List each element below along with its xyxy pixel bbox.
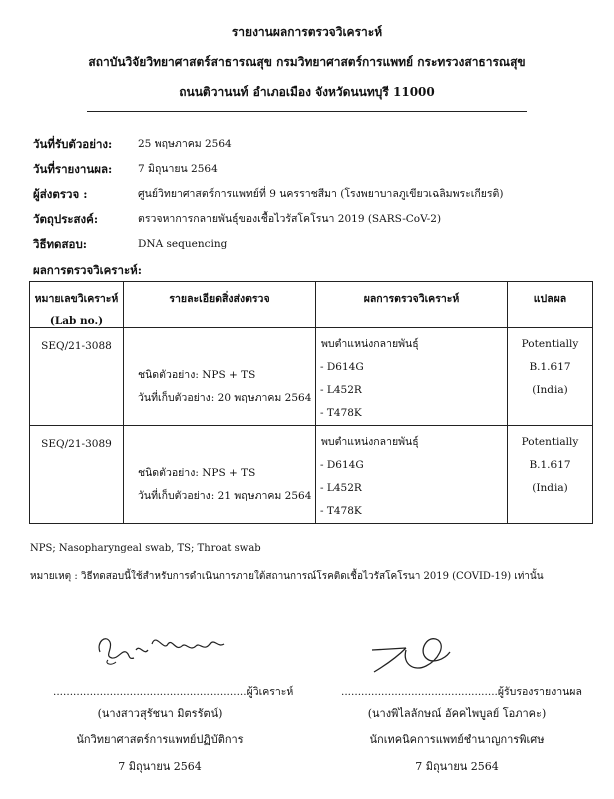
approver-signature (366, 630, 456, 676)
lab-no: SEQ/21-3088 (41, 340, 112, 352)
mutation-item: - T478K (320, 407, 362, 419)
report-date-label: วันที่รายงานผล: (33, 162, 113, 176)
collect-date: วันที่เก็บตัวอย่าง: 21 พฤษภาคม 2564 (138, 490, 312, 502)
result-cell (316, 426, 508, 524)
mutation-found-label: พบตำแหน่งกลายพันธุ์ (321, 338, 419, 350)
results-table (29, 281, 593, 524)
lab-no: SEQ/21-3089 (41, 438, 112, 450)
interp-cell (508, 426, 593, 524)
col-sample-label: รายละเอียดสิ่งส่งตรวจ (169, 293, 270, 305)
col-interp (508, 282, 593, 328)
sample-cell (124, 426, 316, 524)
report-date-value: 7 มิถุนายน 2564 (138, 163, 218, 175)
lab-no-cell (30, 426, 124, 524)
mutation-found-label: พบตำแหน่งกลายพันธุ์ (321, 436, 419, 448)
lab-no-cell (30, 328, 124, 426)
received-date-label: วันที่รับตัวอย่าง: (33, 137, 113, 151)
approver-name: (นางพิไลลักษณ์ อัคคไพบูลย์ โอภาคะ) (367, 707, 547, 720)
sender-label: ผู้ส่งตรวจ : (33, 187, 88, 201)
result-cell (316, 328, 508, 426)
approver-date: 7 มิถุนายน 2564 (415, 760, 499, 773)
table-header-row (30, 282, 593, 328)
col-sample (124, 282, 316, 328)
lineage-origin: (India) (532, 482, 568, 494)
mutation-item: - L452R (320, 384, 362, 396)
mutation-item: - L452R (320, 482, 362, 494)
sample-cell (124, 328, 316, 426)
institute-line: สถาบันวิจัยวิทยาศาสตร์สาธารณสุข กรมวิทยาศาสตร์การแพทย์ กระทรวงสาธารณสุข (88, 55, 526, 69)
address-line: ถนนติวานนท์ อำเภอเมือง จังหวัดนนทบุรี 11000 (179, 85, 435, 99)
col-interp-label: แปลผล (533, 293, 567, 305)
lineage-origin: (India) (532, 384, 568, 396)
collect-date: วันที่เก็บตัวอย่าง: 20 พฤษภาคม 2564 (138, 392, 312, 404)
analyst-position: นักวิทยาศาสตร์การแพทย์ปฏิบัติการ (76, 733, 244, 746)
approver-position: นักเทคนิคการแพทย์ชำนาญการพิเศษ (369, 733, 545, 746)
sample-type: ชนิดตัวอย่าง: NPS + TS (138, 369, 256, 381)
lineage: Potentially B.1.617 (521, 338, 579, 373)
table-row (30, 426, 593, 524)
analyst-name: (นางสาวสุรัชนา มิตรรัตน์) (97, 707, 223, 720)
col-result (316, 282, 508, 328)
analyst-signature (92, 622, 232, 666)
approver-sign-line: ...............................................ผู้รับรองรายงานผล (341, 686, 582, 698)
col-lab-no-label: หมายเลขวิเคราะห์ (34, 293, 119, 305)
results-title: ผลการตรวจวิเคราะห์: (33, 263, 142, 277)
method-value: DNA sequencing (138, 238, 228, 250)
col-result-label: ผลการตรวจวิเคราะห์ (363, 293, 460, 305)
interp-cell (508, 328, 593, 426)
approver-role: ผู้รับรองรายงานผล (497, 686, 582, 698)
mutation-item: - T478K (320, 505, 362, 517)
sender-value: ศูนย์วิทยาศาสตร์การแพทย์ที่ 9 นครราชสีมา (โรงพยาบาลภูเขียวเฉลิมพระเกียรติ) (138, 188, 504, 200)
sample-type: ชนิดตัวอย่าง: NPS + TS (138, 467, 256, 479)
received-date-value: 25 พฤษภาคม 2564 (138, 138, 232, 150)
report-title: รายงานผลการตรวจวิเคราะห์ (231, 25, 383, 39)
mutation-item: - D614G (320, 459, 364, 471)
purpose-label: วัตถุประสงค์: (33, 212, 99, 226)
header-divider (87, 111, 527, 112)
purpose-value: ตรวจหาการกลายพันธุ์ของเชื้อไวรัสโคโรนา 2019 (SARS-CoV-2) (138, 213, 442, 225)
analyst-sign-line: ..........................................................ผู้วิเคราะห์ (53, 686, 294, 698)
analyst-date: 7 มิถุนายน 2564 (118, 760, 202, 773)
table-row (30, 328, 593, 426)
col-lab-no (30, 282, 124, 328)
footnote: NPS; Nasopharyngeal swab, TS; Throat swab (30, 543, 261, 554)
analyst-role: ผู้วิเคราะห์ (246, 686, 294, 698)
remark: หมายเหตุ : วิธีทดสอบนี้ใช้สำหรับการดำเนินการภายใต้สถานการณ์โรคติดเชื้อไวรัสโคโรนา 2019 (COVID-19) เท่านั้น (30, 571, 544, 582)
lineage: Potentially B.1.617 (521, 436, 579, 471)
method-label: วิธีทดสอบ: (33, 237, 87, 251)
mutation-item: - D614G (320, 361, 364, 373)
col-lab-no-sub: (Lab no.) (49, 315, 104, 327)
